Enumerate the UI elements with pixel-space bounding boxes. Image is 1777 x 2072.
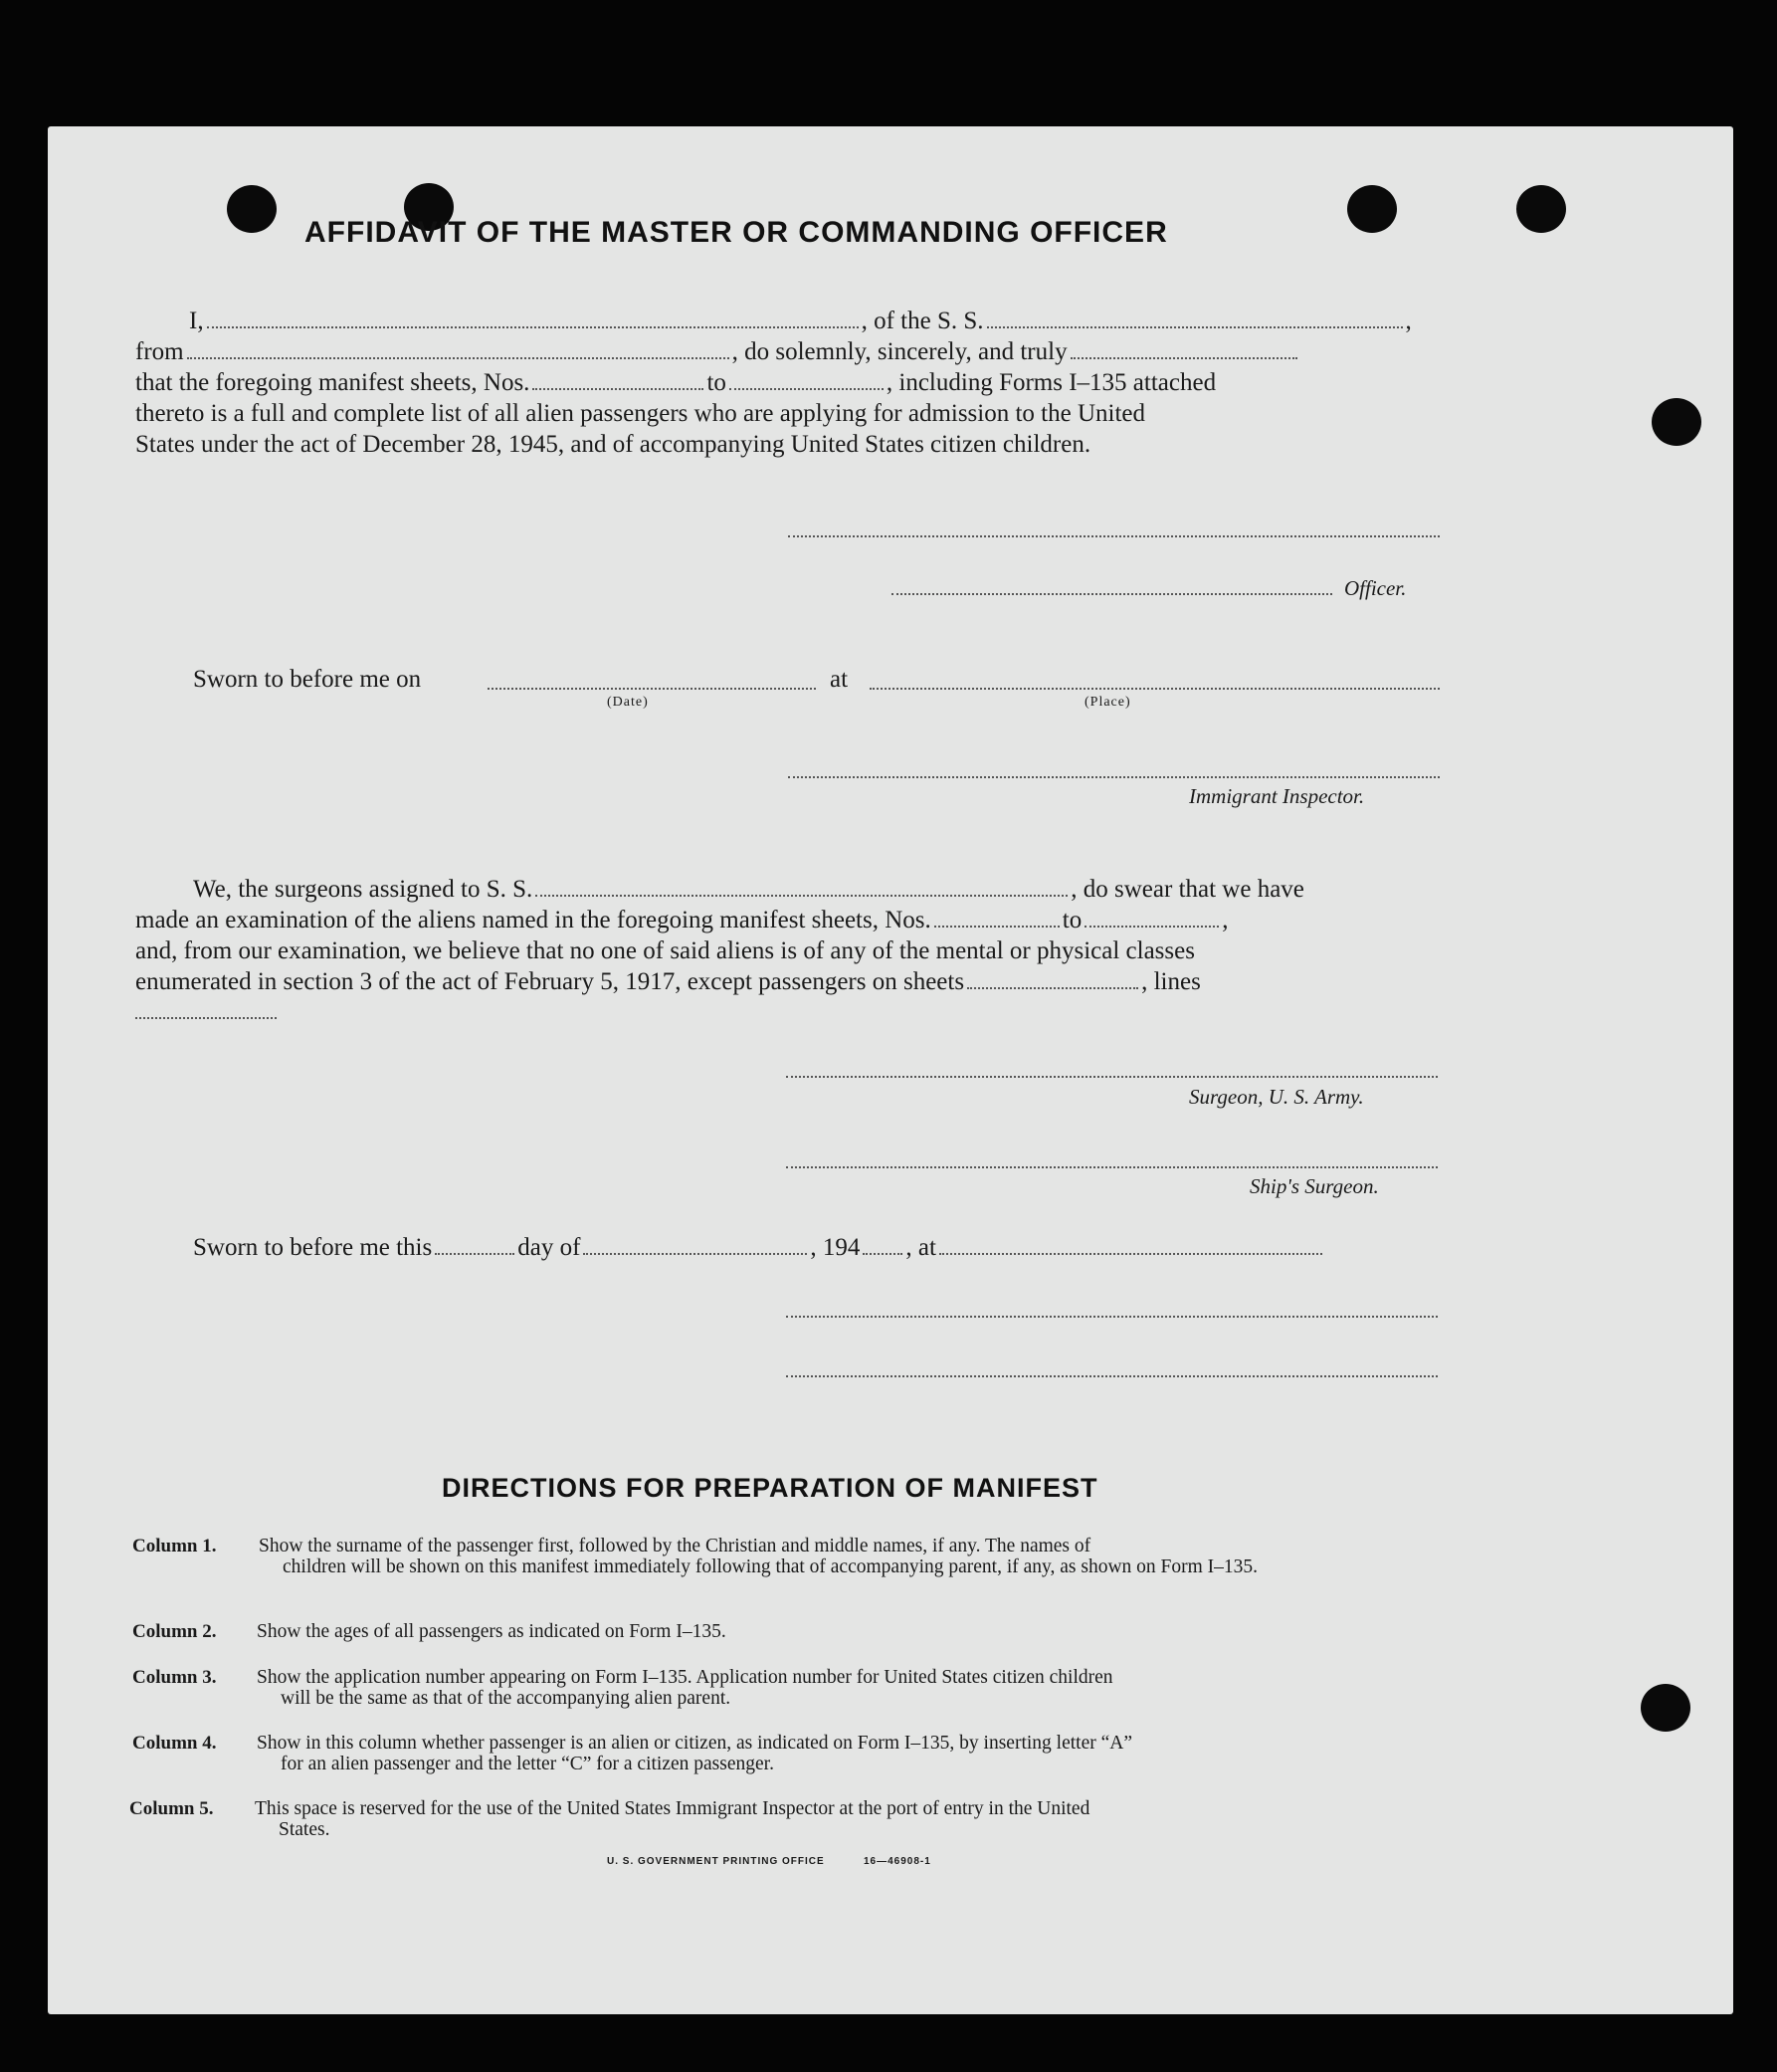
sworn-on-text: Sworn to before me on	[193, 666, 422, 693]
surgeon-ship-field[interactable]	[535, 895, 1068, 897]
column-5-text-first: This space is reserved for the use of the United States Immigrant Inspector at the port of entry in the United	[255, 1798, 1090, 1819]
column-4-text-first: Show in this column whether passenger is an alien or citizen, as indicated on Form I–135, by inserting letter “A”	[257, 1733, 1132, 1754]
text-to-2: to	[1062, 907, 1083, 933]
text-from: from	[135, 338, 184, 365]
sworn-year-field[interactable]	[863, 1253, 902, 1255]
text-sworn-this: Sworn to before me this	[193, 1234, 433, 1261]
exam-sheet-from-field[interactable]	[934, 926, 1060, 928]
affidavit-line-5: States under the act of December 28, 1945, and of accompanying United States citizen children.	[135, 431, 1091, 458]
army-surgeon-signature-line[interactable]	[786, 1076, 1438, 1078]
signature-line-1[interactable]	[786, 1316, 1438, 1318]
text-at-2: , at	[905, 1234, 936, 1261]
text-comma: ,	[1405, 308, 1412, 334]
signature-line-2[interactable]	[786, 1375, 1438, 1377]
text-swear: , do swear that we have	[1071, 876, 1304, 903]
form-page	[48, 126, 1733, 2014]
sheet-from-field[interactable]	[532, 388, 703, 390]
exam-sheet-to-field[interactable]	[1085, 926, 1219, 928]
text-to: to	[706, 369, 726, 396]
form-number: 16—46908-1	[864, 1856, 931, 1867]
officer-signature-line[interactable]	[788, 535, 1440, 537]
column-2-text	[257, 1621, 1449, 1642]
column-2-label: Column 2.	[132, 1621, 217, 1642]
inspector-label: Immigrant Inspector.	[1189, 784, 1365, 808]
surgeon-line-1	[193, 874, 1304, 905]
column-1-text-first: Show the surname of the passenger first, followed by the Christian and middle names, if any. The names of	[259, 1536, 1091, 1556]
column-3-text	[257, 1667, 1449, 1709]
column-5-text-rest: States.	[279, 1819, 330, 1840]
text-that: that the foregoing manifest sheets, Nos.	[135, 369, 530, 396]
oath-field[interactable]	[1071, 357, 1297, 359]
sworn-this-line	[193, 1232, 1325, 1263]
punch-hole	[227, 185, 277, 233]
column-3-label: Column 3.	[132, 1667, 217, 1688]
text-of-ss: , of the S. S.	[861, 308, 984, 334]
column-5-text	[255, 1798, 1447, 1840]
punch-hole	[1347, 185, 1397, 233]
sworn-place-field[interactable]	[870, 688, 1440, 690]
ships-surgeon-signature-line[interactable]	[786, 1166, 1438, 1168]
port-from-field[interactable]	[187, 357, 729, 359]
text-day-of: day of	[517, 1234, 581, 1261]
place-caption: (Place)	[1085, 695, 1131, 710]
inspector-signature-line[interactable]	[788, 776, 1440, 778]
directions-title: DIRECTIONS FOR PREPARATION OF MANIFEST	[442, 1473, 1098, 1503]
text-examination: made an examination of the aliens named in the foregoing manifest sheets, Nos.	[135, 907, 931, 933]
sworn-date-field[interactable]	[488, 688, 816, 690]
sworn-day-field[interactable]	[435, 1253, 514, 1255]
printer-imprint: U. S. GOVERNMENT PRINTING OFFICE	[607, 1856, 825, 1867]
ship-name-field[interactable]	[987, 326, 1403, 328]
text-solemnly: , do solemnly, sincerely, and truly	[731, 338, 1068, 365]
sworn-at-text: at	[830, 666, 849, 693]
column-1-text	[259, 1536, 1451, 1577]
column-1-text-rest: children will be shown on this manifest immediately following that of accompanying parent, if any, as shown on Form I–135.	[283, 1556, 1259, 1577]
text-i: I,	[189, 308, 204, 334]
surgeon-line-3: and, from our examination, we believe that no one of said aliens is of any of the mental or physical classes	[135, 937, 1195, 964]
column-3-text-first: Show the application number appearing on Form I–135. Application number for United States citizen children	[257, 1667, 1113, 1688]
text-enumerated: enumerated in section 3 of the act of February 5, 1917, except passengers on sheets	[135, 968, 965, 995]
column-5-label: Column 5.	[129, 1798, 214, 1819]
officer-label: Officer.	[1344, 576, 1407, 600]
affidavit-title: AFFIDAVIT OF THE MASTER OR COMMANDING OFFICER	[304, 216, 1168, 249]
affidavit-line-4: thereto is a full and complete list of all alien passengers who are applying for admission to the United	[135, 400, 1146, 427]
affidavit-line-2	[135, 336, 1300, 367]
officer-title-line[interactable]	[891, 593, 1332, 595]
punch-hole	[1516, 185, 1566, 233]
punch-hole	[1641, 1684, 1690, 1732]
date-caption: (Date)	[607, 695, 649, 710]
text-we-surgeons: We, the surgeons assigned to S. S.	[193, 876, 533, 903]
column-4-label: Column 4.	[132, 1733, 217, 1754]
text-including: , including Forms I–135 attached	[886, 369, 1217, 396]
affidavit-line-1	[189, 306, 1412, 336]
punch-hole	[1652, 398, 1701, 446]
column-3-text-rest: will be the same as that of the accompanying alien parent.	[281, 1688, 731, 1709]
text-comma-2: ,	[1222, 907, 1229, 933]
lines-field[interactable]	[135, 1017, 277, 1019]
column-4-text-rest: for an alien passenger and the letter “C” for a citizen passenger.	[281, 1754, 774, 1774]
surgeon-line-4	[135, 966, 1201, 997]
text-lines: , lines	[1141, 968, 1201, 995]
master-name-field[interactable]	[207, 326, 859, 328]
ships-surgeon-label: Ship's Surgeon.	[1250, 1174, 1379, 1198]
sworn-month-field[interactable]	[583, 1253, 807, 1255]
sworn-place-2-field[interactable]	[939, 1253, 1322, 1255]
text-year: , 194	[810, 1234, 861, 1261]
affidavit-line-3	[135, 367, 1216, 398]
sheet-to-field[interactable]	[729, 388, 884, 390]
column-2-text-first: Show the ages of all passengers as indicated on Form I–135.	[257, 1621, 726, 1642]
column-1-label: Column 1.	[132, 1536, 217, 1556]
except-sheets-field[interactable]	[967, 987, 1138, 989]
column-4-text	[257, 1733, 1449, 1774]
army-surgeon-label: Surgeon, U. S. Army.	[1189, 1085, 1364, 1109]
surgeon-line-2	[135, 905, 1228, 935]
